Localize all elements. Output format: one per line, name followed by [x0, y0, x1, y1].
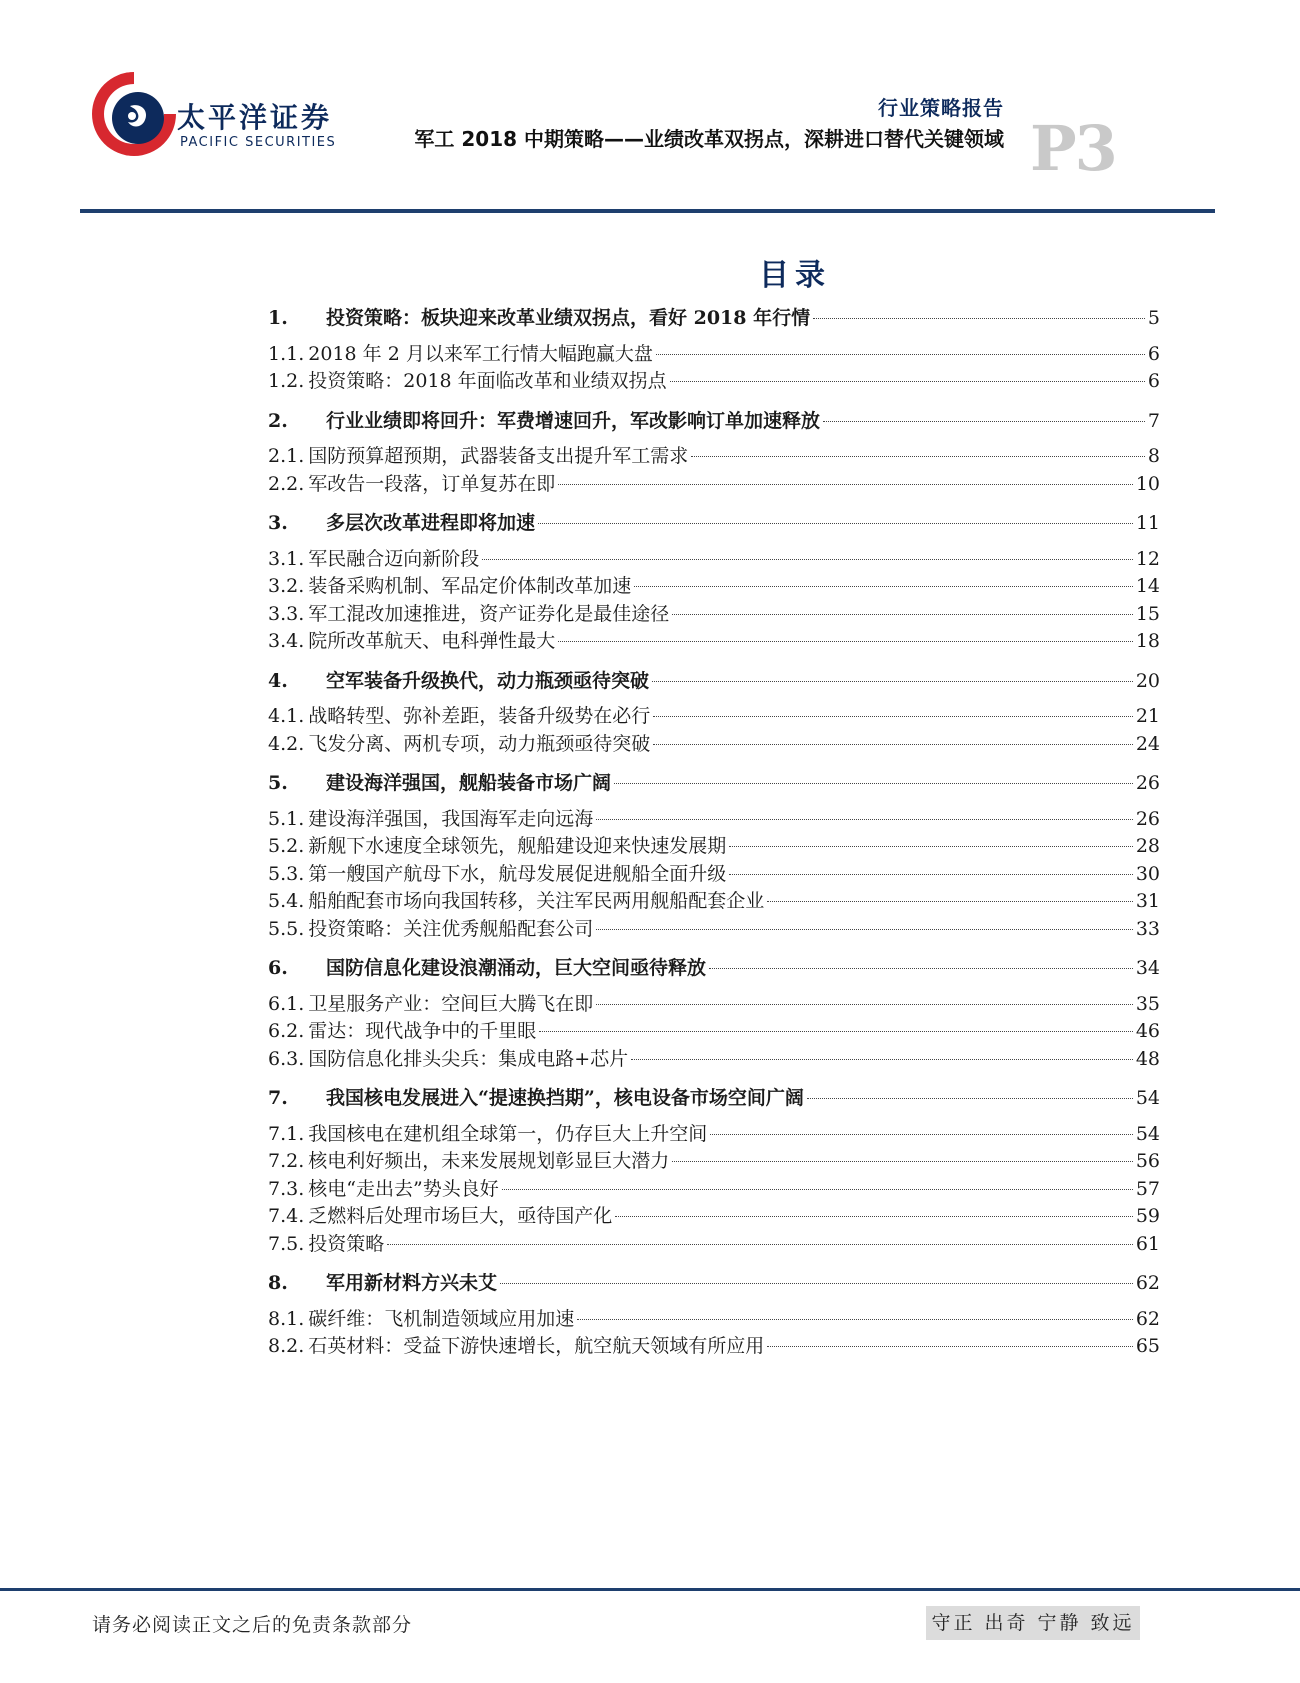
- toc-entry-title: 院所改革航天、电科弹性最大: [308, 630, 556, 652]
- toc-entry-number: 5.4.: [268, 890, 305, 912]
- logo-mark-icon: [86, 66, 182, 162]
- toc-dot-leader: [652, 681, 1133, 682]
- toc-entry-title: 2018 年 2 月以来军工行情大幅跑赢大盘: [308, 342, 653, 365]
- toc-dot-leader: [691, 456, 1145, 457]
- toc-entry-title: 军民融合迈向新阶段: [308, 547, 480, 570]
- toc-dot-leader: [656, 354, 1145, 355]
- toc-entry-page: 8: [1147, 445, 1160, 467]
- toc-dot-leader: [767, 901, 1133, 902]
- toc-dot-leader: [387, 1244, 1133, 1245]
- toc-entry-title: 投资策略：2018 年面临改革和业绩双拐点: [308, 370, 667, 392]
- toc-dot-leader: [596, 1004, 1133, 1005]
- toc-subsection-7-1[interactable]: [268, 1121, 1160, 1149]
- toc-subsection-5-1[interactable]: [268, 806, 1160, 834]
- toc-entry-page: 46: [1135, 1020, 1160, 1042]
- toc-entry-title: 投资策略：板块迎来改革业绩双拐点，看好 2018 年行情: [326, 307, 811, 329]
- toc-entry-number: 7.5.: [268, 1232, 305, 1255]
- toc-entry-page: 12: [1135, 547, 1160, 570]
- toc-dot-leader: [634, 586, 1133, 587]
- toc-subsection-6-1[interactable]: [268, 991, 1160, 1019]
- toc-section-8[interactable]: [268, 1270, 1160, 1298]
- toc-entry-title: 我国核电在建机组全球第一，仍存巨大上升空间: [308, 1122, 708, 1145]
- toc-dot-leader: [482, 559, 1133, 560]
- toc-entry-title: 核电“走出去”势头良好: [308, 1177, 499, 1200]
- toc-entry-number: 5.2.: [268, 835, 305, 857]
- toc-entry-title: 军用新材料方兴未艾: [326, 1272, 498, 1294]
- toc-entry-number: 8.: [268, 1272, 288, 1294]
- toc-entry-title: 石英材料：受益下游快速增长，航空航天领域有所应用: [308, 1335, 765, 1357]
- toc-dot-leader: [615, 1216, 1133, 1217]
- toc-entry-number: 4.: [268, 669, 288, 692]
- toc-entry-number: 5.: [268, 772, 288, 794]
- toc-entry-number: 2.2.: [268, 472, 305, 495]
- toc-entry-number: 4.1.: [268, 705, 305, 727]
- toc-entry-title: 核电利好频出，未来发展规划彰显巨大潜力: [308, 1150, 670, 1172]
- toc-subsection-1-1[interactable]: [268, 341, 1160, 369]
- toc-entry-title: 军工混改加速推进，资产证券化是最佳途径: [308, 602, 670, 625]
- footer-motto: 守正 出奇 宁静 致远: [926, 1606, 1140, 1640]
- toc-entry-page: 26: [1135, 772, 1160, 794]
- toc-dot-leader: [813, 318, 1145, 319]
- toc-entry-number: 5.5.: [268, 917, 305, 940]
- toc-entry-title: 投资策略：关注优秀舰船配套公司: [308, 917, 594, 940]
- toc-entry-title: 国防信息化建设浪潮涌动，巨大空间亟待释放: [326, 957, 707, 979]
- toc-dot-leader: [577, 1319, 1133, 1320]
- toc-subsection-3-4[interactable]: [268, 628, 1160, 656]
- toc-entry-number: 7.1.: [268, 1122, 305, 1145]
- toc-dot-leader: [596, 819, 1133, 820]
- toc-subsection-4-1[interactable]: [268, 703, 1160, 731]
- toc-subsection-6-3[interactable]: [268, 1046, 1160, 1074]
- toc-entry-number: 5.1.: [268, 807, 305, 830]
- toc-entry-title: 卫星服务产业：空间巨大腾飞在即: [308, 992, 594, 1015]
- toc-entry-title: 行业业绩即将回升：军费增速回升，军改影响订单加速释放: [326, 409, 821, 432]
- toc-entry-page: 56: [1135, 1150, 1160, 1172]
- toc-entry-page: 15: [1135, 602, 1160, 625]
- toc-subsection-5-5[interactable]: [268, 916, 1160, 944]
- toc-dot-leader: [767, 1346, 1133, 1347]
- toc-entry-page: 24: [1135, 732, 1160, 755]
- toc-subsection-4-2[interactable]: [268, 731, 1160, 759]
- toc-entry-page: 57: [1135, 1177, 1160, 1200]
- toc-entry-number: 1.2.: [268, 370, 305, 392]
- toc-entry-number: 3.1.: [268, 547, 305, 570]
- toc-entry-number: 3.2.: [268, 575, 305, 597]
- toc-dot-leader: [710, 1134, 1133, 1135]
- toc-section-3[interactable]: [268, 510, 1160, 538]
- toc-entry-number: 7.3.: [268, 1177, 305, 1200]
- toc-subsection-8-1[interactable]: [268, 1306, 1160, 1334]
- header-divider: [80, 209, 1215, 213]
- toc-entry-number: 7.2.: [268, 1150, 305, 1172]
- toc-entry-title: 我国核电发展进入“提速换挡期”，核电设备市场空间广阔: [326, 1087, 804, 1109]
- toc-entry-number: 4.2.: [268, 732, 305, 755]
- toc-entry-page: 14: [1135, 575, 1160, 597]
- toc-dot-leader: [596, 929, 1133, 930]
- toc-section-6[interactable]: [268, 955, 1160, 983]
- toc-section-4[interactable]: [268, 668, 1160, 696]
- toc-subsection-7-4[interactable]: [268, 1203, 1160, 1231]
- toc-entry-page: 65: [1135, 1335, 1160, 1357]
- toc-subsection-7-5[interactable]: [268, 1231, 1160, 1259]
- toc-subsection-1-2[interactable]: [268, 368, 1160, 396]
- toc-entry-page: 7: [1147, 409, 1160, 432]
- toc-entry-title: 飞发分离、两机专项，动力瓶颈亟待突破: [308, 732, 651, 755]
- toc-entry-page: 48: [1135, 1047, 1160, 1070]
- toc-entry-title: 碳纤维：飞机制造领域应用加速: [308, 1307, 575, 1330]
- toc-entry-number: 7.4.: [268, 1205, 305, 1227]
- toc-entry-page: 6: [1147, 370, 1160, 392]
- toc-entry-title: 战略转型、弥补差距，装备升级势在必行: [308, 705, 651, 727]
- toc-entry-title: 装备采购机制、军品定价体制改革加速: [308, 575, 632, 597]
- toc-entry-number: 6.3.: [268, 1047, 305, 1070]
- toc-entry-number: 1.: [268, 307, 288, 329]
- toc-entry-page: 54: [1135, 1087, 1160, 1109]
- toc-entry-number: 3.4.: [268, 630, 305, 652]
- toc-entry-number: 3.3.: [268, 602, 305, 625]
- toc-entry-number: 5.3.: [268, 862, 305, 885]
- toc-entry-title: 投资策略: [308, 1232, 385, 1255]
- toc-dot-leader: [653, 744, 1133, 745]
- toc-entry-page: 33: [1135, 917, 1160, 940]
- toc-entry-title: 建设海洋强国，我国海军走向远海: [308, 807, 594, 830]
- toc-dot-leader: [631, 1059, 1133, 1060]
- toc-dot-leader: [823, 421, 1145, 422]
- toc-dot-leader: [672, 614, 1133, 615]
- report-title: 军工 2018 中期策略——业绩改革双拐点，深耕进口替代关键领域: [414, 127, 1004, 151]
- toc-section-7[interactable]: [268, 1085, 1160, 1113]
- toc-subsection-5-3[interactable]: [268, 861, 1160, 889]
- toc-entry-title: 多层次改革进程即将加速: [326, 512, 536, 534]
- toc-subsection-2-2[interactable]: [268, 471, 1160, 499]
- toc-entry-title: 国防预算超预期，武器装备支出提升军工需求: [308, 445, 689, 467]
- toc-entry-title: 空军装备升级换代，动力瓶颈亟待突破: [326, 669, 650, 692]
- toc-entry-page: 28: [1135, 835, 1160, 857]
- toc-dot-leader: [729, 874, 1133, 875]
- toc-dot-leader: [539, 1031, 1133, 1032]
- page-number-mark: P3: [1030, 112, 1116, 185]
- toc-dot-leader: [672, 1161, 1133, 1162]
- toc-entry-number: 7.: [268, 1087, 288, 1109]
- toc-entry-number: 1.1.: [268, 342, 305, 365]
- toc-entry-page: 54: [1135, 1122, 1160, 1145]
- table-of-contents: [268, 305, 1160, 1361]
- toc-entry-page: 11: [1135, 512, 1160, 534]
- toc-entry-page: 21: [1135, 705, 1160, 727]
- toc-dot-leader: [614, 783, 1133, 784]
- toc-subsection-2-1[interactable]: [268, 443, 1160, 471]
- company-logo: [86, 66, 182, 162]
- toc-dot-leader: [558, 641, 1133, 642]
- toc-entry-page: 6: [1147, 342, 1160, 365]
- toc-entry-number: 6.2.: [268, 1020, 305, 1042]
- toc-entry-title: 船舶配套市场向我国转移，关注军民两用舰船配套企业: [308, 890, 765, 912]
- toc-dot-leader: [709, 968, 1133, 969]
- toc-entry-title: 建设海洋强国，舰船装备市场广阔: [326, 772, 612, 794]
- footer-disclaimer: 请务必阅读正文之后的免责条款部分: [92, 1614, 413, 1636]
- toc-subsection-5-4[interactable]: [268, 888, 1160, 916]
- toc-entry-title: 乏燃料后处理市场巨大，亟待国产化: [308, 1205, 613, 1227]
- toc-entry-title: 军改告一段落，订单复苏在即: [308, 472, 556, 495]
- toc-section-2[interactable]: [268, 408, 1160, 436]
- toc-subsection-8-2[interactable]: [268, 1333, 1160, 1361]
- toc-entry-page: 20: [1135, 669, 1160, 692]
- toc-subsection-3-3[interactable]: [268, 601, 1160, 629]
- toc-entry-number: 6.1.: [268, 992, 305, 1015]
- toc-subsection-5-2[interactable]: [268, 833, 1160, 861]
- toc-entry-page: 31: [1135, 890, 1160, 912]
- toc-entry-title: 新舰下水速度全球领先，舰船建设迎来快速发展期: [308, 835, 727, 857]
- toc-dot-leader: [729, 846, 1133, 847]
- toc-section-1[interactable]: [268, 305, 1160, 333]
- toc-entry-title: 国防信息化排头尖兵：集成电路+芯片: [308, 1047, 629, 1070]
- toc-subsection-3-1[interactable]: [268, 546, 1160, 574]
- toc-subsection-6-2[interactable]: [268, 1018, 1160, 1046]
- toc-section-5[interactable]: [268, 770, 1160, 798]
- toc-entry-page: 5: [1147, 307, 1160, 329]
- toc-dot-leader: [502, 1189, 1133, 1190]
- toc-dot-leader: [538, 523, 1133, 524]
- toc-dot-leader: [807, 1098, 1133, 1099]
- toc-subsection-3-2[interactable]: [268, 573, 1160, 601]
- toc-subsection-7-2[interactable]: [268, 1148, 1160, 1176]
- toc-entry-page: 35: [1135, 992, 1160, 1015]
- toc-entry-page: 62: [1135, 1307, 1160, 1330]
- toc-entry-page: 30: [1135, 862, 1160, 885]
- toc-heading: 目录: [759, 258, 831, 293]
- toc-entry-page: 26: [1135, 807, 1160, 830]
- toc-entry-number: 8.1.: [268, 1307, 305, 1330]
- toc-entry-number: 2.1.: [268, 445, 305, 467]
- toc-entry-number: 2.: [268, 409, 288, 432]
- toc-dot-leader: [558, 484, 1133, 485]
- footer-divider: [0, 1588, 1300, 1591]
- brand-name-cn: 太平洋证券: [177, 101, 333, 134]
- toc-entry-number: 3.: [268, 512, 288, 534]
- toc-entry-page: 34: [1135, 957, 1160, 979]
- toc-entry-page: 59: [1135, 1205, 1160, 1227]
- toc-entry-page: 61: [1135, 1232, 1160, 1255]
- toc-entry-page: 18: [1135, 630, 1160, 652]
- toc-subsection-7-3[interactable]: [268, 1176, 1160, 1204]
- toc-entry-page: 10: [1135, 472, 1160, 495]
- toc-entry-number: 8.2.: [268, 1335, 305, 1357]
- report-type: 行业策略报告: [878, 96, 1004, 120]
- toc-dot-leader: [653, 716, 1133, 717]
- toc-dot-leader: [500, 1283, 1133, 1284]
- toc-entry-title: 第一艘国产航母下水，航母发展促进舰船全面升级: [308, 862, 727, 885]
- toc-entry-title: 雷达：现代战争中的千里眼: [308, 1020, 537, 1042]
- toc-entry-page: 62: [1135, 1272, 1160, 1294]
- toc-dot-leader: [670, 381, 1145, 382]
- brand-name-en: PACIFIC SECURITIES: [180, 135, 337, 150]
- toc-entry-number: 6.: [268, 957, 288, 979]
